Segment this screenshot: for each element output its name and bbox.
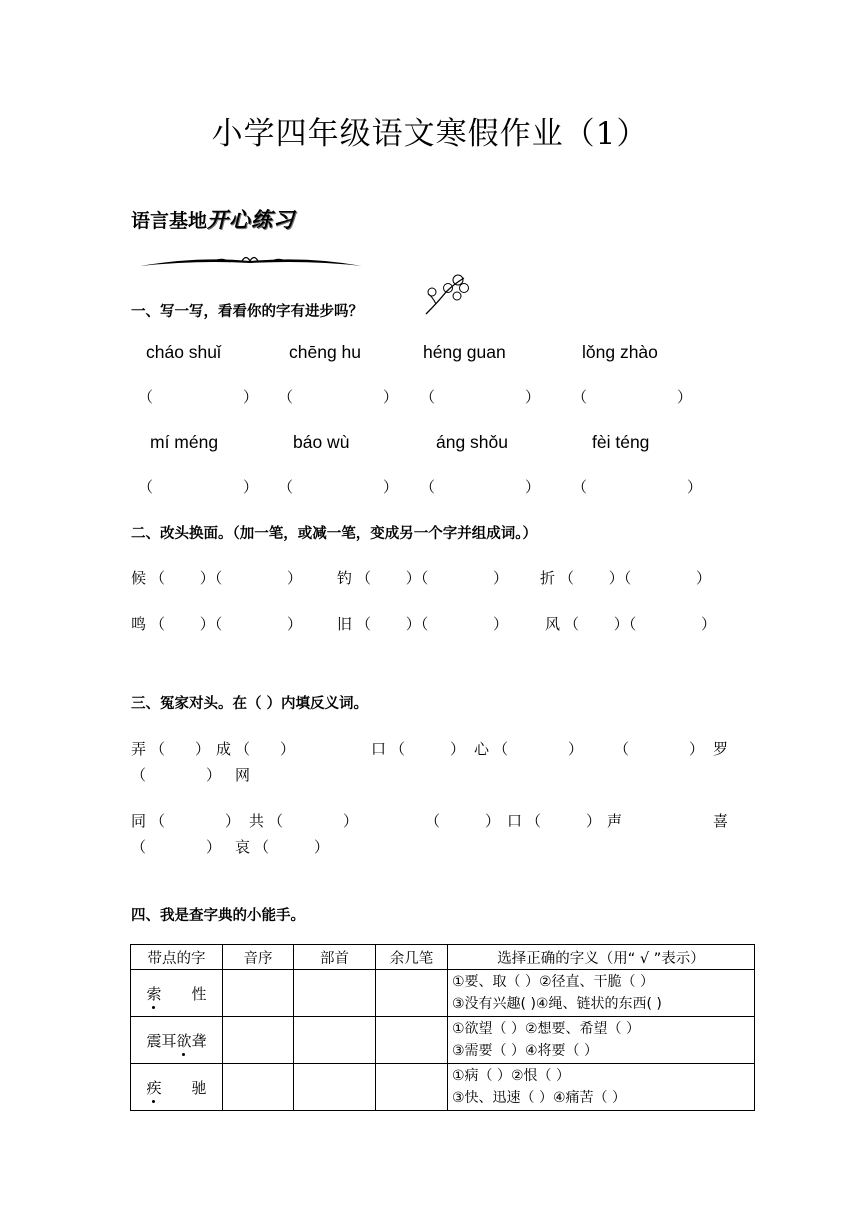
answer-cell[interactable]: [223, 1064, 294, 1111]
q3-char: 共: [249, 812, 265, 830]
table-header: 选择正确的字义（用“ √ ”表示）: [448, 945, 755, 970]
q4-heading: 四、我是查字典的小能手。: [131, 908, 305, 924]
meaning-options[interactable]: [448, 1017, 755, 1064]
q3-char: 口: [371, 740, 387, 758]
table-row: [131, 970, 755, 1017]
ornamental-swash-icon: [138, 250, 364, 272]
dotted-word: [131, 1017, 223, 1064]
table-header: 部首: [294, 945, 376, 970]
answer-blank[interactable]: （: [278, 388, 294, 406]
option-line[interactable]: ③快、迅速（ ）④痛苦（ ）: [452, 1090, 627, 1106]
answer-blank[interactable]: （: [138, 478, 154, 496]
answer-blank[interactable]: （ ）（ ）: [564, 615, 717, 633]
option-line[interactable]: ①要、取（ ）②径直、干脆（ ）: [452, 974, 655, 990]
word-char: 驰: [191, 1078, 207, 1097]
answer-blank[interactable]: （ ）: [425, 812, 501, 830]
option-line[interactable]: ③需要（ ）④将要（ ）: [452, 1043, 599, 1059]
dictionary-table: [130, 944, 755, 1111]
answer-cell[interactable]: [294, 1064, 376, 1111]
table-header-row: [131, 945, 755, 970]
option-line[interactable]: ①欲望（ ）②想要、希望（ ）: [452, 1021, 641, 1037]
answer-blank[interactable]: （: [138, 388, 154, 406]
q2-char: 折: [540, 569, 556, 587]
answer-blank[interactable]: （ ）（ ）: [150, 569, 303, 587]
answer-blank[interactable]: （ ）: [150, 740, 211, 758]
answer-blank[interactable]: （ ）（ ）: [150, 615, 303, 633]
table-header: 音序: [223, 945, 294, 970]
answer-blank[interactable]: （: [278, 478, 294, 496]
section-header-fancy: 开心练习: [207, 207, 296, 232]
q3-char: 哀: [235, 838, 251, 856]
answer-blank[interactable]: （ ）: [390, 740, 466, 758]
q3-char: 喜: [713, 812, 729, 830]
answer-cell[interactable]: [376, 1064, 448, 1111]
answer-blank[interactable]: （ ）: [526, 812, 602, 830]
answer-blank[interactable]: （ ）（ ）: [559, 569, 712, 587]
word-char: 性: [191, 984, 207, 1003]
answer-blank[interactable]: （ ）: [131, 838, 222, 856]
word-char: 震耳: [146, 1031, 177, 1050]
q3-char: 弄: [131, 740, 147, 758]
dotted-word: [131, 1064, 223, 1111]
q3-heading: 三、冤家对头。在（ ）内填反义词。: [131, 696, 369, 712]
dotted-word: [131, 970, 223, 1017]
pinyin-2: chēng hu: [289, 342, 362, 362]
dotted-char: 索: [146, 984, 162, 1003]
q3-char: 心: [474, 740, 490, 758]
answer-blank[interactable]: （ ）（ ）: [356, 615, 509, 633]
answer-cell[interactable]: [294, 1017, 376, 1064]
option-line[interactable]: ①病（ ）②恨（ ）: [452, 1068, 571, 1084]
pinyin-3: héng guan: [423, 342, 506, 362]
pinyin-7: áng shǒu: [436, 432, 509, 452]
q3-char: 成: [216, 740, 232, 758]
pinyin-4: lǒng zhào: [582, 342, 658, 362]
table-header: 余几笔: [376, 945, 448, 970]
meaning-options[interactable]: [448, 970, 755, 1017]
pinyin-8: fèi téng: [592, 432, 650, 452]
q3-char: 罗: [713, 740, 729, 758]
word-char: 聋: [191, 1031, 207, 1050]
answer-cell[interactable]: [223, 1017, 294, 1064]
option-line[interactable]: ③没有兴趣( )④绳、链状的东西( ): [452, 996, 662, 1012]
q3-char: 口: [507, 812, 523, 830]
pinyin-5: mí méng: [150, 432, 219, 452]
answer-blank[interactable]: （ ）: [493, 740, 584, 758]
section-header: [131, 204, 295, 234]
dotted-char: 欲: [176, 1031, 192, 1050]
pinyin-1: cháo shuǐ: [146, 342, 221, 362]
q1-heading: 一、写一写，看看你的字有进步吗？: [131, 304, 363, 320]
answer-blank[interactable]: （ ）: [235, 740, 296, 758]
q2-char: 钓: [337, 569, 353, 587]
table-row: [131, 1064, 755, 1111]
q3-char: 同: [131, 812, 147, 830]
page-title: 小学四年级语文寒假作业（1）: [211, 116, 649, 152]
table-row: [131, 1017, 755, 1064]
q3-char: 网: [235, 766, 251, 784]
answer-cell[interactable]: [294, 970, 376, 1017]
answer-blank[interactable]: （ ）: [268, 812, 359, 830]
q3-char: 声: [607, 812, 623, 830]
answer-blank[interactable]: （ ）: [131, 766, 222, 784]
answer-cell[interactable]: [376, 970, 448, 1017]
pinyin-6: báo wù: [293, 432, 350, 452]
dotted-char: 疾: [146, 1078, 162, 1097]
answer-blank[interactable]: （ ）: [150, 812, 241, 830]
answer-blank[interactable]: （: [420, 478, 436, 496]
section-header-plain: 语言基地: [131, 210, 208, 232]
answer-cell[interactable]: [223, 970, 294, 1017]
answer-blank[interactable]: （: [572, 478, 588, 496]
answer-blank[interactable]: （ ）: [254, 838, 330, 856]
meaning-options[interactable]: [448, 1064, 755, 1111]
answer-blank[interactable]: （ ）: [614, 740, 705, 758]
q2-char: 风: [545, 615, 561, 633]
q2-char: 候: [131, 569, 147, 587]
answer-blank[interactable]: （: [420, 388, 436, 406]
answer-blank[interactable]: （: [572, 388, 588, 406]
answer-cell[interactable]: [376, 1017, 448, 1064]
table-header: 带点的字: [131, 945, 223, 970]
answer-blank[interactable]: （ ）（ ）: [356, 569, 509, 587]
q2-char: 旧: [337, 615, 353, 633]
q2-heading: 二、改头换面。（加一笔，或减一笔，变成另一个字并组成词。）: [131, 526, 537, 542]
q2-char: 鸣: [131, 615, 147, 633]
flower-branch-icon: [424, 272, 470, 316]
